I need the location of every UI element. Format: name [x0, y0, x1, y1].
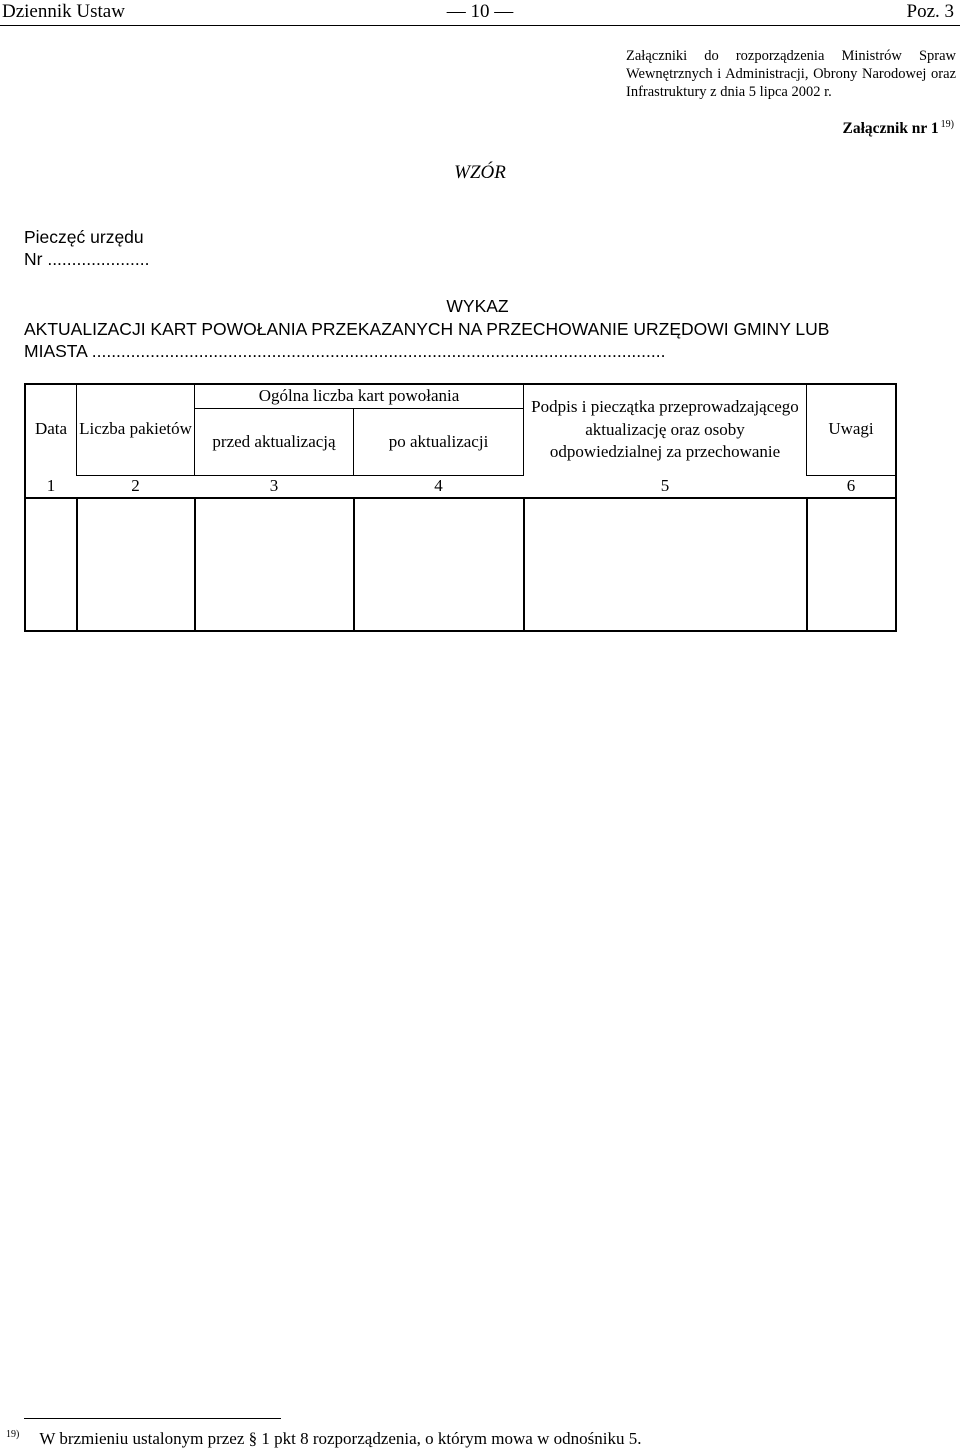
table-rule-numbers [24, 497, 897, 499]
journal-name: Dziennik Ustaw [2, 1, 125, 22]
header-ogolna-liczba: Ogólna liczba kart powołania [258, 385, 460, 405]
table-vline-5b [806, 497, 808, 632]
header-przed: przed aktualizacją [212, 432, 336, 451]
annex-intro: Załączniki do rozporządzenia Ministrów Spraw Wewnętrznych i Administracji, Obrony Narodowej oraz Infrastruktury z dnia 5 lipca 2002 r. [626, 48, 956, 100]
records-table [24, 383, 897, 632]
nr-line: Nr ..................... [24, 249, 150, 269]
stamp-block [24, 226, 149, 270]
column-number-6: 6 [846, 476, 856, 495]
table-vline-3b [353, 497, 355, 632]
annex-footnote-ref: 19) [940, 119, 954, 130]
footnote [6, 1424, 641, 1450]
footnote-rule [24, 1418, 281, 1419]
table-vline-2b [194, 497, 196, 632]
column-number-3: 3 [269, 476, 279, 495]
footnote-text: W brzmieniu ustalonym przez § 1 pkt 8 rozporządzenia, o którym mowa w odnośniku 5. [39, 1429, 642, 1448]
table-vline-4a [523, 383, 524, 475]
footnote-marker: 19) [6, 1429, 20, 1440]
position-number: Poz. 3 [906, 1, 954, 22]
header-podpis: Podpis i pieczątka przeprowadzającego aktualizację oraz osoby odpowiedzialnej za przechowanie [531, 397, 799, 462]
header-uwagi: Uwagi [828, 419, 874, 438]
column-number-2: 2 [131, 476, 140, 495]
wzor-label: WZÓR [454, 162, 506, 183]
table-border-right [895, 383, 897, 632]
header-po: po aktualizacji [388, 432, 489, 451]
column-number-5: 5 [660, 476, 670, 495]
form-subtitle: AKTUALIZACJI KART POWOŁANIA PRZEKAZANYCH NA PRZECHOWANIE URZĘDOWI GMINY LUB MIASTA ...................................................................................................................... [24, 319, 830, 361]
page-number: — 10 — [446, 1, 514, 22]
column-number-1: 1 [46, 476, 56, 495]
table-vline-4b [523, 497, 525, 632]
table-border-bottom [24, 630, 897, 632]
table-vline-1b [76, 497, 78, 632]
annex-number [842, 119, 954, 138]
header-data: Data [34, 419, 68, 438]
column-number-4: 4 [434, 476, 443, 495]
form-title: WYKAZ [446, 296, 509, 316]
annex-number-label: Załącznik nr 1 [842, 120, 939, 137]
stamp-label: Pieczęć urzędu [24, 227, 144, 247]
header-liczba-pakietow: Liczba pakietów [79, 419, 192, 438]
header-rule [0, 25, 960, 26]
